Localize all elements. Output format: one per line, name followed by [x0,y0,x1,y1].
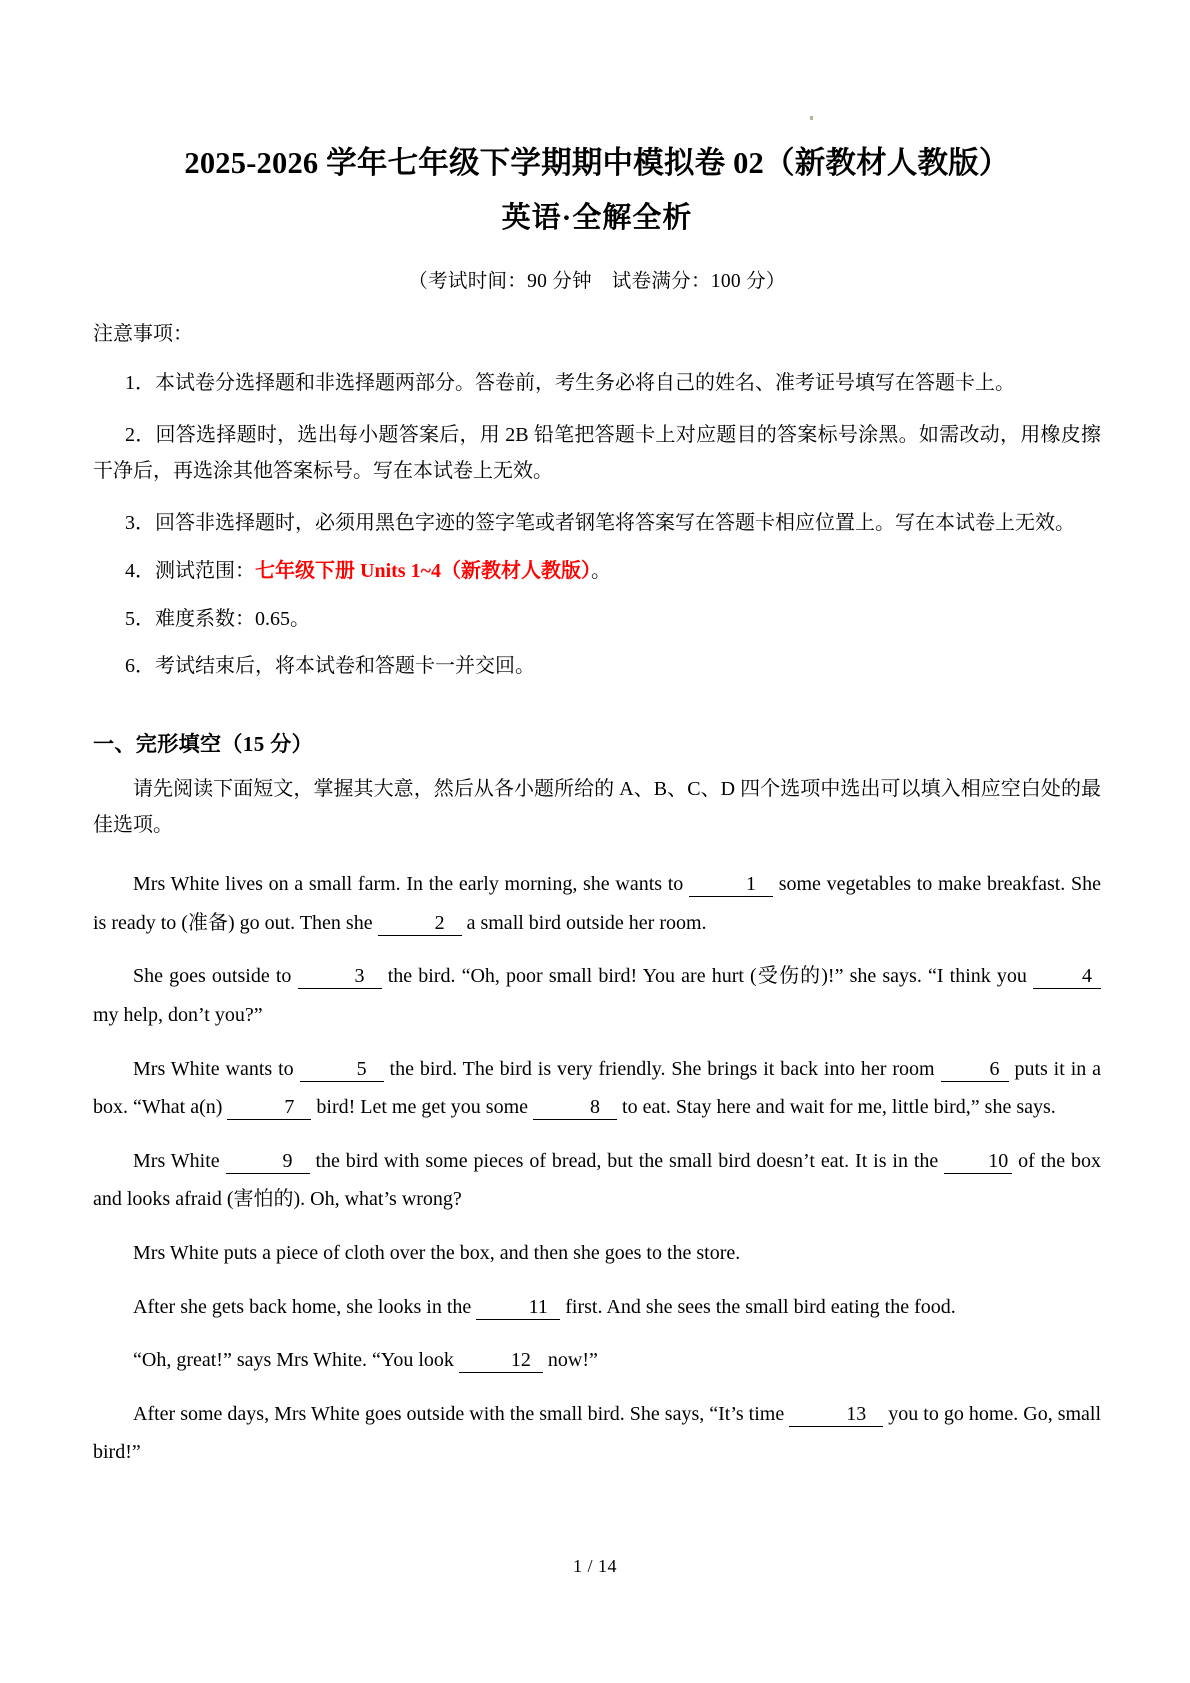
passage-paragraph-3 [93,1035,1101,1127]
passage-text: some vegetables to make breakfast. She is ready to (准备) go out. Then she [93,873,1102,934]
document-title: 2025-2026 学年七年级下学期期中模拟卷 02（新教材人教版） [184,146,1010,180]
section-heading-cloze: 一、完形填空（15 分） [93,731,314,756]
passage-text: first. And she sees the small bird eating the food. [565,1295,956,1318]
passage-text: After she gets back home, she looks in the [133,1295,472,1318]
passage-text: After some days, Mrs White goes outside with the small bird. She says, “It’s time [133,1402,785,1425]
page-footer: 1 / 14 [572,1556,617,1576]
notice-item-2: 2．回答选择题时，选出每小题答案后，用 2B 铅笔把答题卡上对应题目的答案标号涂黑。如需改动，用橡皮擦干净后，再选涂其他答案标号。写在本试卷上无效。 [93,424,1101,482]
passage-text: Mrs White [133,1149,220,1172]
cloze-blank-6: 6 [941,1058,1009,1082]
passage-paragraph-5 [93,1219,1101,1273]
passage-text: Mrs White wants to [133,1057,294,1080]
passage-paragraph-8 [93,1380,1101,1472]
cloze-blank-9: 9 [226,1150,310,1174]
passage-text: bird! Let me get you some [316,1096,529,1119]
cloze-blank-5: 5 [300,1058,384,1082]
notice-item-1: 1．本试卷分选择题和非选择题两部分。答卷前，考生务必将自己的姓名、准考证号填写在答题卡上。 [125,371,1015,394]
document-subtitle: 英语·全解全析 [501,202,693,235]
passage-paragraph-1 [93,843,1101,942]
page-content [93,0,1101,1472]
cloze-blank-8: 8 [533,1096,617,1120]
cloze-blank-2: 2 [378,912,462,936]
cloze-blank-7: 7 [227,1096,311,1120]
passage-text: a small bird outside her room. [466,911,707,934]
passage-text: my help, don’t you?” [93,1004,263,1027]
passage-text: now!” [547,1349,598,1372]
passage-text: the bird. “Oh, poor small bird! You are hurt (受伤的)!” she says. “I think you [387,965,1027,988]
cloze-blank-12: 12 [459,1349,543,1373]
cloze-blank-10: 10 [944,1150,1012,1174]
notice-item-4-prefix: 4．测试范围： [125,560,255,582]
passage-text: puts it in a box. “What a(n) [93,1057,1102,1119]
cloze-blank-3: 3 [298,965,382,989]
passage-text: Mrs White lives on a small farm. In the early morning, she wants to [133,873,684,896]
passage-text: you to go home. Go, small bird!” [93,1402,1102,1464]
passage-text: the bird with some pieces of bread, but the small bird doesn’t eat. It is in the [315,1149,939,1172]
cloze-blank-13: 13 [789,1403,883,1427]
passage-text: of the box and looks afraid (害怕的). Oh, what’s wrong? [93,1149,1102,1211]
notice-item-6: 6．考试结束后，将本试卷和答题卡一并交回。 [125,655,535,678]
cloze-blank-4: 4 [1033,965,1101,989]
exam-meta: （考试时间：90 分钟 试卷满分：100 分） [408,270,786,292]
passage-text: the bird. The bird is very friendly. She brings it back into her room [389,1057,935,1080]
passage-paragraph-6 [93,1273,1101,1327]
section-instruction: 请先阅读下面短文，掌握其大意，然后从各小题所给的 A、B、C、D 四个选项中选出可以填入相应空白处的最佳选项。 [93,778,1101,837]
notice-item-3: 3．回答非选择题时，必须用黑色字迹的签字笔或者钢笔将答案写在答题卡相应位置上。写在本试卷上无效。 [125,512,1075,535]
cloze-blank-11: 11 [476,1296,560,1320]
passage-text: “Oh, great!” says Mrs White. “You look [133,1349,454,1372]
passage-text: Mrs White puts a piece of cloth over the box, and then she goes to the store. [133,1242,741,1265]
passage-paragraph-4 [93,1127,1101,1219]
passage-paragraph-7 [93,1326,1101,1380]
passage-text: She goes outside to [133,965,292,988]
notice-item-4 [93,542,1101,590]
cloze-blank-1: 1 [689,873,773,897]
notice-item-4-scope: 七年级下册 Units 1~4（新教材人教版） [255,560,591,582]
notice-label: 注意事项： [93,322,193,345]
passage-text: to eat. Stay here and wait for me, little bird,” she says. [622,1096,1056,1119]
notice-item-5: 5．难度系数：0.65。 [125,607,310,630]
passage-paragraph-2 [93,942,1101,1034]
notice-item-4-suffix: 。 [590,560,611,582]
